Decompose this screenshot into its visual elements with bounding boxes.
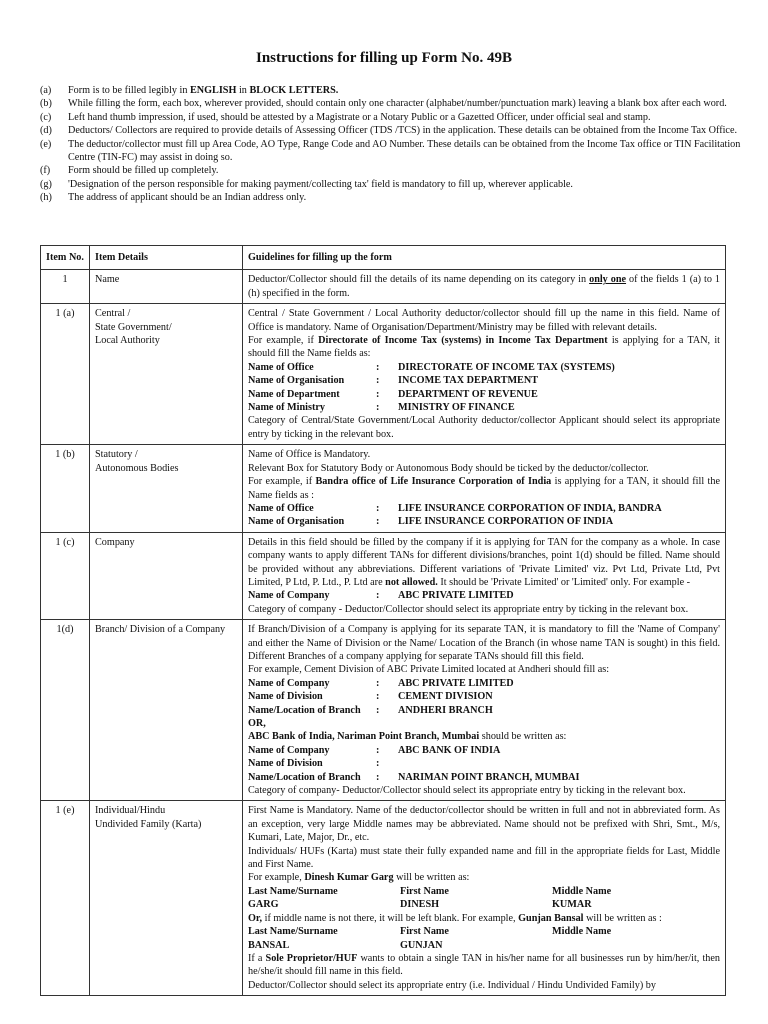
guideline: [243, 532, 726, 619]
field-sep: :: [376, 361, 380, 373]
guideline-text: if middle name is not there, it will be left blank. For example,: [262, 912, 519, 924]
field-value: INCOME TAX DEPARTMENT: [398, 375, 539, 387]
name-header-row: [248, 885, 720, 898]
field-sep: :: [376, 677, 380, 689]
field-value: DEPARTMENT OF REVENUE: [398, 388, 538, 400]
guideline: [243, 304, 726, 445]
field-sep: :: [376, 691, 380, 703]
instruction-label: (g): [40, 178, 52, 190]
instructions-list: [40, 84, 756, 205]
field-pair: [248, 589, 720, 602]
table-row: [41, 801, 726, 996]
field-sep: :: [376, 758, 380, 770]
field-value: ANDHERI BRANCH: [398, 704, 493, 716]
guideline-emphasis: not allowed.: [385, 576, 438, 588]
instruction-item: [40, 191, 756, 204]
instruction-text: Form is to be filled legibly in ENGLISH in BLOCK LETTERS.: [68, 85, 339, 96]
guideline: [243, 445, 726, 532]
item-detail-line: Statutory /: [95, 449, 138, 461]
item-detail-line: Local Authority: [95, 335, 160, 347]
guideline-emphasis: Or,: [248, 912, 263, 924]
field-sep: :: [376, 744, 380, 756]
instruction-item: [40, 164, 756, 177]
guideline-text: If a: [248, 952, 266, 964]
guideline-emphasis: Dinesh Kumar Garg: [304, 872, 394, 884]
guideline-text: Relevant Box for Statutory Body or Autonomous Body should be ticked by the deductor/collector.: [248, 462, 649, 474]
item-detail-line: State Government/: [95, 321, 172, 333]
instruction-item: [40, 111, 756, 124]
name-value: GARG: [248, 899, 279, 911]
item-no: 1 (b): [41, 445, 90, 532]
name-header: Last Name/Surname: [248, 885, 338, 897]
field-value: NARIMAN POINT BRANCH, MUMBAI: [398, 771, 580, 783]
guideline-text: Name of Office is Mandatory.: [248, 449, 371, 461]
item-no: 1(d): [41, 620, 90, 801]
instruction-text: Deductors/ Collectors are required to provide details of Assessing Officer (TDS /TCS) in the application. These details can be obtained from the Income Tax Office.: [68, 125, 738, 137]
guideline-text: For example, if: [248, 476, 316, 488]
field-value: ABC PRIVATE LIMITED: [398, 677, 514, 689]
field-key: Name of Organisation: [248, 516, 345, 528]
item-no: 1 (c): [41, 532, 90, 619]
instruction-label: (a): [40, 85, 52, 96]
guideline-example: [248, 871, 720, 884]
field-pair: [248, 374, 720, 387]
field-key: Name of Ministry: [248, 402, 325, 414]
guideline-text: For example, if: [248, 335, 319, 347]
instruction-label: (b): [40, 98, 52, 110]
instruction-item: [40, 138, 756, 165]
field-value: ABC BANK OF INDIA: [398, 744, 501, 756]
field-sep: :: [376, 375, 380, 387]
name-value: GUNJAN: [400, 939, 443, 951]
or-separator: OR,: [248, 718, 266, 729]
guideline-example: [248, 912, 720, 925]
guideline-text: If Branch/Division of a Company is applying for its separate TAN, it is mandatory to fill the 'Name of Company' and either the Name of Division or the Name/ Location of the Branch (in whose name TAN is sought) in this field. Different Branches of a company applying for separate TANs should fill this field.: [248, 624, 720, 662]
instruction-label: (c): [40, 111, 52, 123]
field-pair: [248, 704, 720, 717]
name-header-row: [248, 925, 720, 938]
field-pair: [248, 744, 720, 757]
table-header-row: [41, 246, 726, 270]
field-pair: [248, 677, 720, 690]
item-no: 1 (e): [41, 801, 90, 996]
guideline-text: of the fields 1 (a) to 1 (h) specified in the form.: [248, 274, 721, 299]
item-detail-line: Individual/Hindu: [95, 805, 166, 817]
header-guidelines: Guidelines for filling up the form: [243, 246, 726, 270]
instruction-label: (e): [40, 138, 52, 150]
table-row: [41, 620, 726, 801]
field-key: Name of Organisation: [248, 375, 345, 387]
guideline-text: For example,: [248, 872, 305, 884]
guideline: [243, 801, 726, 996]
instruction-label: (h): [40, 192, 52, 204]
field-key: Name/Location of Branch: [248, 704, 361, 716]
field-sep: :: [376, 516, 380, 528]
item-detail: [90, 801, 243, 996]
field-key: Name of Company: [248, 677, 330, 689]
field-pair: [248, 388, 720, 401]
instruction-label: (f): [40, 165, 51, 177]
guideline-text: Deductor/Collector should fill the details of its name depending on its category in: [248, 274, 590, 286]
guideline-text: is applying for a TAN, it should fill the Name fields as:: [248, 335, 721, 360]
guideline-text: Category of company - Deductor/Collector should select its appropriate entry by ticking in the relevant box.: [248, 603, 689, 615]
guideline-example: [248, 475, 720, 502]
name-value-row: [248, 939, 720, 952]
field-value: CEMENT DIVISION: [398, 691, 493, 703]
name-value-row: [248, 898, 720, 911]
guideline-text: Details in this field should be filled by the company if it is applying for TAN for the company as a whole. In case company wants to apply different TANs for different divisions/branches, point 1(d) should be filled. Name should be provided without any abbreviations. Different variations of 'Private Limited' viz. Pvt Ltd, Private Ltd, Pvt Limited, P Ltd, P. Ltd., P. Ltd are: [248, 536, 720, 588]
instruction-item: [40, 84, 756, 97]
item-detail: [90, 445, 243, 532]
field-value: DIRECTORATE OF INCOME TAX (SYSTEMS): [398, 361, 615, 373]
guideline: [243, 620, 726, 801]
instruction-text: While filling the form, each box, wherever provided, should contain only one character (alphabet/number/punctuation mark) leaving a blank box after each word.: [68, 98, 727, 110]
item-detail: [90, 304, 243, 445]
guidelines-table: [40, 245, 726, 996]
item-detail-line: Central /: [95, 308, 131, 320]
item-detail: Name: [90, 270, 243, 304]
guideline-emphasis: only one: [589, 274, 627, 286]
field-pair: [248, 690, 720, 703]
guideline-text: Deductor/Collector should select its appropriate entry (i.e. Individual / Hindu Undivided Family) by: [248, 979, 656, 991]
guideline-text: should be written as:: [479, 731, 567, 743]
item-no: 1 (a): [41, 304, 90, 445]
field-pair: [248, 771, 720, 784]
name-header: Middle Name: [552, 926, 612, 938]
field-pair: [248, 515, 720, 528]
field-sep: :: [376, 402, 380, 414]
guideline-emphasis: Gunjan Bansal: [518, 912, 584, 924]
instruction-text: Form should be filled up completely.: [68, 165, 219, 177]
guideline-text: Individuals/ HUFs (Karta) must state their fully expanded name and fill in the appropriate fields for Last, Middle and First Name.: [248, 845, 720, 871]
guideline-emphasis: Bandra office of Life Insurance Corporation of India: [315, 476, 552, 488]
table-row: [41, 304, 726, 445]
guideline-text: Category of Central/State Government/Local Authority deductor/collector Applicant should select its appropriate entry by ticking in the relevant box.: [248, 415, 720, 440]
field-pair: [248, 502, 720, 515]
instruction-text: Left hand thumb impression, if used, should be attested by a Magistrate or a Notary Public or a Gazetted Officer, under official seal and stamp.: [68, 111, 651, 123]
field-key: Name of Division: [248, 758, 323, 770]
table-row: [41, 270, 726, 304]
guideline-example: [248, 334, 720, 361]
guideline-text: It should be 'Private Limited' or 'Limited' only. For example -: [437, 576, 691, 588]
item-detail: Branch/ Division of a Company: [90, 620, 243, 801]
guideline-example: [248, 730, 720, 743]
item-detail: Company: [90, 532, 243, 619]
field-key: Name of Company: [248, 744, 330, 756]
guideline: [243, 270, 726, 304]
item-detail-line: Autonomous Bodies: [95, 462, 179, 474]
name-value: BANSAL: [248, 939, 290, 951]
field-key: Name of Department: [248, 388, 340, 400]
field-value: [398, 757, 720, 770]
name-header: First Name: [400, 885, 449, 897]
field-sep: :: [376, 704, 380, 716]
guideline-emphasis: Directorate of Income Tax (systems) in Income Tax Department: [318, 335, 608, 347]
field-key: Name of Division: [248, 691, 323, 703]
field-value: MINISTRY OF FINANCE: [398, 402, 515, 414]
name-header: Middle Name: [552, 885, 612, 897]
header-item-details: Item Details: [90, 246, 243, 270]
field-value: LIFE INSURANCE CORPORATION OF INDIA, BANDRA: [398, 502, 662, 514]
header-item-no: Item No.: [41, 246, 90, 270]
guideline-text: is applying for a TAN, it should fill the Name fields as :: [248, 476, 720, 501]
guideline-text: Central / State Government / Local Authority deductor/collector should fill up the name in this field. Name of Office is mandatory. Name of Organisation/Department/Ministry may be filled with relevant details.: [248, 308, 720, 333]
name-value: [552, 939, 704, 952]
field-key: Name/Location of Branch: [248, 771, 361, 783]
item-detail-line: Undivided Family (Karta): [95, 818, 202, 830]
name-header: First Name: [400, 926, 449, 938]
instruction-item: [40, 178, 756, 191]
instruction-text: 'Designation of the person responsible for making payment/collecting tax' field is mandatory to fill up, wherever applicable.: [68, 178, 573, 190]
instruction-label: (d): [40, 125, 52, 137]
name-value: KUMAR: [552, 899, 592, 911]
field-pair: [248, 361, 720, 374]
field-pair: [248, 401, 720, 414]
item-no: 1: [41, 270, 90, 304]
guideline-emphasis: Sole Proprietor/HUF: [265, 952, 358, 964]
table-row: [41, 445, 726, 532]
field-sep: :: [376, 502, 380, 514]
field-sep: :: [376, 590, 380, 602]
guideline-paragraph: [248, 952, 720, 979]
instruction-text: The deductor/collector must fill up Area Code, AO Type, Range Code and AO Number. These details can be obtained from the Income Tax office or TIN Facilitation Centre (TIN-FC) may assist in doing so.: [68, 138, 741, 164]
name-value: DINESH: [400, 899, 440, 911]
field-value: LIFE INSURANCE CORPORATION OF INDIA: [398, 516, 614, 528]
name-header: Last Name/Surname: [248, 926, 338, 938]
page-title: Instructions for filling up Form No. 49B: [256, 50, 512, 66]
guideline-text: First Name is Mandatory. Name of the deductor/collector should be written in full and not in abbreviated form. As an exception, very large Middle names may be abbreviated. Name should not be prefixed with Shri, Smt., M/s, Kumari, Late, Major, Dr., etc.: [248, 805, 720, 844]
field-pair: [248, 757, 720, 770]
field-key: Name of Office: [248, 361, 314, 373]
table-row: [41, 532, 726, 619]
guideline-text: For example, Cement Division of ABC Private Limited located at Andheri should fill as:: [248, 664, 610, 676]
field-sep: :: [376, 771, 380, 783]
guideline-paragraph: [248, 536, 720, 590]
guideline-text: Category of company- Deductor/Collector should select its appropriate entry by ticking in the relevant box.: [248, 785, 686, 797]
field-key: Name of Company: [248, 590, 330, 602]
guideline-text: will be written as :: [583, 912, 662, 924]
field-sep: :: [376, 388, 380, 400]
guideline-text: will be written as:: [393, 872, 470, 884]
instruction-item: [40, 124, 756, 137]
field-value: ABC PRIVATE LIMITED: [398, 590, 514, 602]
instruction-item: [40, 97, 756, 110]
guideline-emphasis: ABC Bank of India, Nariman Point Branch, Mumbai: [248, 731, 480, 743]
guideline-text: wants to obtain a single TAN in his/her name for all businesses run by him/her/it, then he/she/it should fill name in this field.: [248, 952, 720, 978]
field-key: Name of Office: [248, 502, 314, 514]
instruction-text: The address of applicant should be an Indian address only.: [68, 192, 307, 204]
